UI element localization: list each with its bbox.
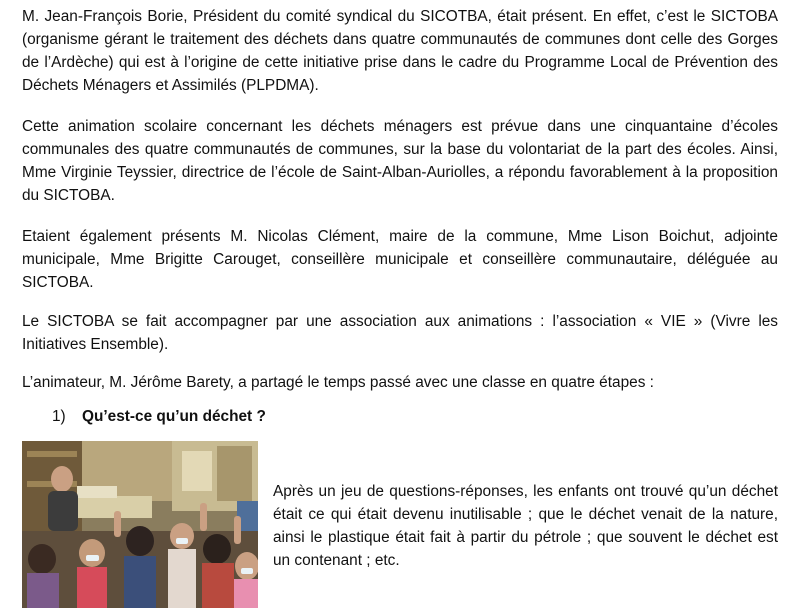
paragraph-questions-reponses: Après un jeu de questions-réponses, les enfants ont trouvé qu’un déchet était ce qui était devenu inutilisable ; que le déchet venait de la nature, ainsi le plastique était fait à partir du pétrole ; que souvent le déchet est un contenant ; etc. xyxy=(273,483,778,569)
classroom-photo xyxy=(22,441,258,608)
section-title: Qu’est-ce qu’un déchet ? xyxy=(82,408,266,425)
paragraph-animation-scolaire: Cette animation scolaire concernant les déchets ménagers est prévue dans une cinquantaine d’écoles communales des quatre communautés de communes, sur la base du volontariat de la part des écoles. Ainsi, Mme Virginie Teyssier, directrice de l’école de Saint-Alban-Auriolles, a répondu favorablement à la proposition du SICTOBA. xyxy=(22,118,778,204)
section-heading xyxy=(52,405,266,428)
paragraph-animateur: L’animateur, M. Jérôme Barety, a partagé le temps passé avec une classe en quatre étapes : xyxy=(22,374,654,391)
section-number: 1) xyxy=(52,408,66,425)
paragraph-presents: Etaient également présents M. Nicolas Clément, maire de la commune, Mme Lison Boichut, adjointe municipale, Mme Brigitte Carouget, conseillère municipale et conseillère communautaire, déléguée au SICTOBA. xyxy=(22,228,778,291)
paragraph-borie: M. Jean-François Borie, Président du comité syndical du SICOTBA, était présent. En effet, c’est le SICTOBA (organisme gérant le traitement des déchets dans quatre communautés de communes dont celle des Gorges de l’Ardèche) qui est à l’origine de cette initiative prise dans le cadre du Programme Local de Prévention des Déchets Ménagers et Assimilés (PLPDMA). xyxy=(22,8,778,94)
paragraph-association: Le SICTOBA se fait accompagner par une association aux animations : l’association « VIE » (Vivre les Initiatives Ensemble). xyxy=(22,313,778,353)
